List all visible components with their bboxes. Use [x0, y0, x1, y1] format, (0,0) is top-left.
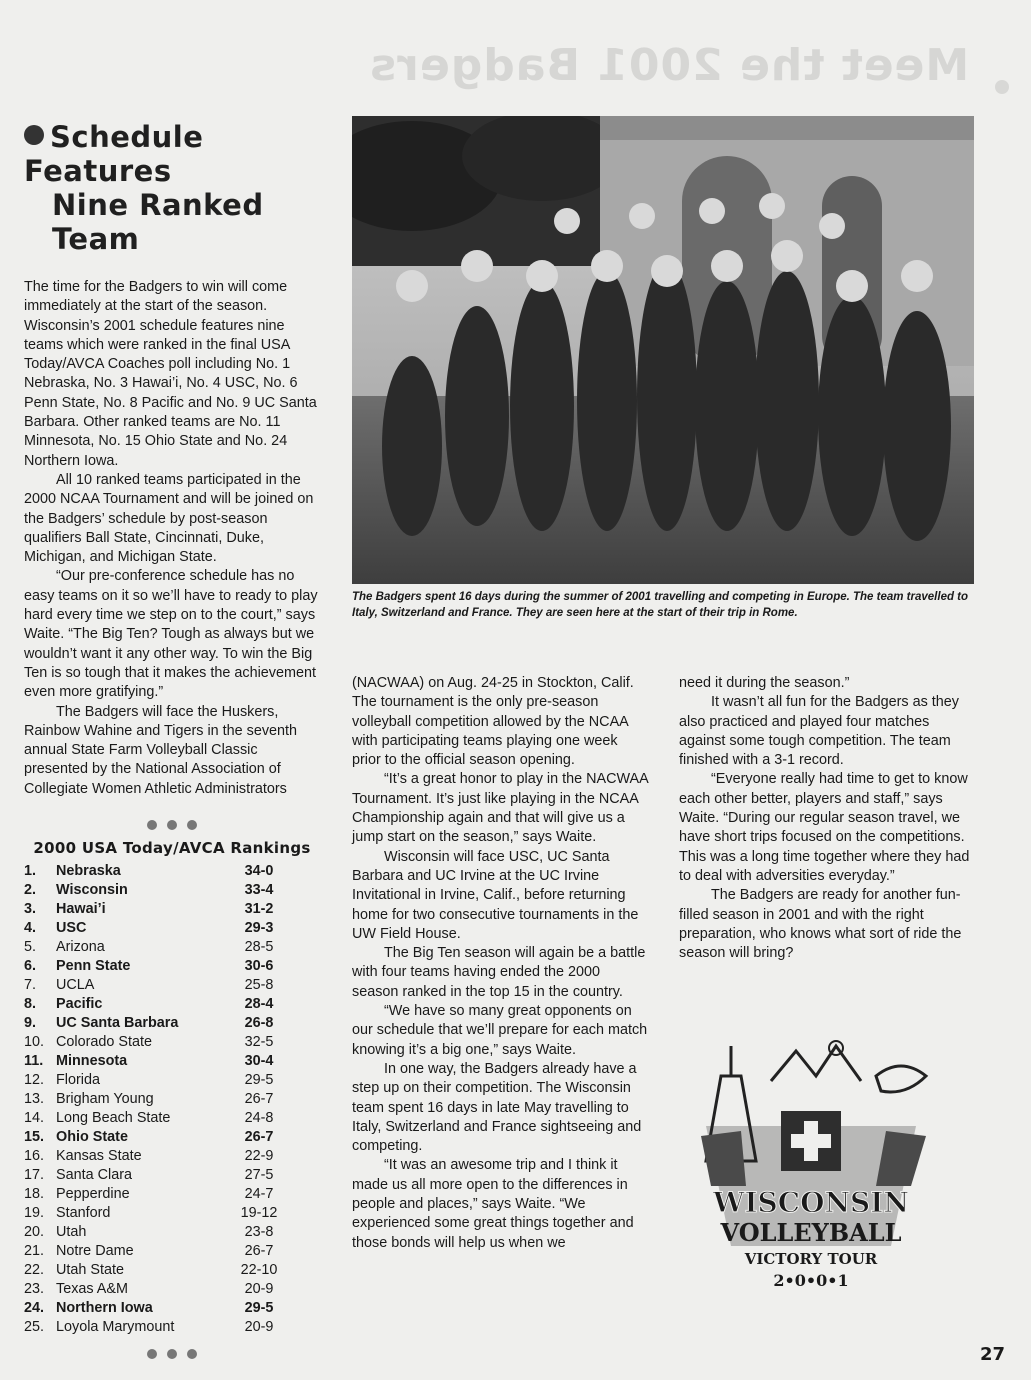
rank-record: 22-10 [240, 1261, 278, 1278]
table-row [24, 861, 294, 880]
rank-record: 20-9 [244, 1318, 274, 1335]
rank-team: Santa Clara [56, 1166, 132, 1183]
left-column [24, 120, 320, 1368]
rank-num: 11. [24, 1052, 44, 1069]
rank-num: 2. [24, 881, 37, 898]
table-row [24, 1165, 294, 1184]
rank-record: 20-9 [244, 1280, 274, 1297]
rank-record: 19-12 [240, 1204, 278, 1221]
table-row [24, 1146, 294, 1165]
table-row [24, 1222, 294, 1241]
paragraph: The Big Ten season will again be a battle with four teams having ended the 2000 season ranked in the top 15 in the country. [352, 945, 646, 1000]
paragraph: The time for the Badgers to win will come immediately at the start of the season. Wisconsin’s 2001 schedule features nine teams which were ranked in the final USA Today/AVCA Coaches poll including No. 1 Nebraska, No. 3 Hawai’i, No. 4 USC, No. 6 Penn State, No. 8 Pacific and No. 9 UC Santa Barbara. Other ranked teams are No. 11 Minnesota, No. 15 Ohio State and No. 24 Northern Iowa. [24, 279, 317, 469]
rank-team: Utah State [56, 1261, 124, 1278]
rank-team: UC Santa Barbara [56, 1014, 179, 1031]
rank-team: Florida [56, 1071, 100, 1088]
rank-num: 6. [24, 957, 37, 974]
paragraph: “It was an awesome trip and I think it made us all more open to the differences in people and places,” says Waite. “We experienced some great things together and those bonds will help us when we [352, 1157, 634, 1251]
rank-team: Arizona [56, 938, 105, 955]
rank-team: Ohio State [56, 1128, 128, 1145]
rank-num: 17. [24, 1166, 45, 1183]
table-row [24, 1260, 294, 1279]
paragraph: (NACWAA) on Aug. 24-25 in Stockton, Calif. The tournament is the only pre-season volleyball competition allowed by the NCAA with participating teams playing one week prior to the official season opening. [352, 675, 634, 769]
headline-line-2: Nine Ranked Team [52, 188, 264, 256]
logo-line-3: VICTORY TOUR [744, 1250, 878, 1268]
table-row [24, 1127, 294, 1146]
table-row [24, 937, 294, 956]
rank-team: Long Beach State [56, 1109, 171, 1126]
paragraph: “Everyone really had time to get to know each other better, players and staff,” says Waite. “During our regular season travel, we have short trips focused on the competitions. This was a long time together where they had to deal with adversities everyday.” [679, 771, 970, 884]
rank-num: 10. [24, 1033, 45, 1050]
team-photo-illustration [352, 116, 974, 584]
rank-record: 26-7 [244, 1090, 274, 1107]
rank-record: 29-5 [244, 1071, 274, 1088]
rank-num: 12. [24, 1071, 45, 1088]
rank-num: 23. [24, 1280, 45, 1297]
rank-record: 29-3 [244, 919, 274, 936]
rank-team: Penn State [56, 957, 131, 974]
paragraph: The Badgers are ready for another fun-filled season in 2001 and with the right preparation, who knows what sort of ride the season will bring? [679, 887, 962, 962]
rank-record: 25-8 [244, 976, 274, 993]
middle-column [352, 674, 650, 1253]
rank-num: 5. [24, 938, 37, 955]
rank-team: Notre Dame [56, 1242, 134, 1259]
table-row [24, 975, 294, 994]
rank-record: 30-6 [244, 957, 274, 974]
rank-num: 21. [24, 1242, 45, 1259]
photo-caption: The Badgers spent 16 days during the summer of 2001 travelling and competing in Europe. The team travelled to Italy, Switzerland and France. They are seen here at the start of their trip in Rome. [352, 591, 969, 619]
rank-num: 13. [24, 1090, 45, 1107]
rank-team: USC [56, 919, 87, 936]
rank-num: 8. [24, 995, 37, 1012]
rank-team: Pacific [56, 995, 103, 1012]
table-row [24, 1298, 294, 1317]
rank-record: 22-9 [244, 1147, 274, 1164]
rank-record: 26-7 [244, 1128, 274, 1145]
rank-num: 4. [24, 919, 37, 936]
table-row [24, 1032, 294, 1051]
rank-num: 16. [24, 1147, 45, 1164]
rank-record: 29-5 [244, 1299, 274, 1316]
logo-line-2: VOLLEYBALL [720, 1218, 902, 1247]
logo-line-4: 2•0•0•1 [773, 1271, 849, 1290]
rankings-title: 2000 USA Today/AVCA Rankings [33, 839, 311, 858]
rank-record: 23-8 [244, 1223, 274, 1240]
rank-num: 22. [24, 1261, 45, 1278]
rank-record: 26-7 [244, 1242, 274, 1259]
mountains-icon [771, 1046, 861, 1081]
rank-team: Hawai’i [56, 900, 106, 917]
rank-team: Colorado State [56, 1033, 152, 1050]
rank-record: 27-5 [244, 1166, 274, 1183]
table-row [24, 1108, 294, 1127]
headline [24, 120, 320, 256]
rank-num: 20. [24, 1223, 45, 1240]
paragraph: “We have so many great opponents on our schedule that we’ll prepare for each match knowing it’s a big one,” says Waite. [352, 1003, 648, 1058]
rank-team: Brigham Young [56, 1090, 154, 1107]
rank-num: 25. [24, 1318, 45, 1335]
rank-team: Pepperdine [56, 1185, 130, 1202]
rank-record: 30-4 [244, 1052, 274, 1069]
team-photo [352, 116, 974, 584]
separator-dots [24, 1346, 320, 1362]
table-row [24, 918, 294, 937]
rank-team: Wisconsin [56, 881, 128, 898]
bleedthrough-dot [995, 80, 1009, 94]
rank-team: UCLA [56, 976, 95, 993]
victory-tour-logo [686, 1036, 936, 1296]
rank-team: Nebraska [56, 862, 121, 879]
rank-record: 24-7 [244, 1185, 274, 1202]
rank-num: 3. [24, 900, 37, 917]
rank-team: Minnesota [56, 1052, 128, 1069]
rank-num: 7. [24, 976, 37, 993]
rank-team: Utah [56, 1223, 87, 1240]
table-row [24, 880, 294, 899]
rank-num: 1. [24, 862, 37, 879]
paragraph: Wisconsin will face USC, UC Santa Barbara and UC Irvine at the UC Irvine Invitational in Irvine, Calif., before returning home for two consecutive tournaments in the UW Field House. [352, 848, 639, 942]
table-row [24, 899, 294, 918]
rank-record: 32-5 [244, 1033, 274, 1050]
table-row [24, 994, 294, 1013]
paragraph: “Our pre-conference schedule has no easy teams on it so we’ll have to ready to play hard every time we step on to the court,” says Waite. “The Big Ten? Tough as always but we wouldn’t want it any other way. To win the Big Ten is so tough that it makes the achievement even more gratifying.” [24, 568, 318, 701]
gondola-icon [876, 1066, 926, 1092]
table-row [24, 1070, 294, 1089]
rank-team: Texas A&M [56, 1280, 128, 1297]
table-row [24, 1089, 294, 1108]
left-article-body [24, 278, 320, 799]
table-row [24, 1013, 294, 1032]
logo-line-1: WISCONSIN [713, 1186, 909, 1219]
rank-record: 31-2 [244, 900, 274, 917]
rank-team: Kansas State [56, 1147, 142, 1164]
right-column [679, 674, 975, 963]
paragraph: All 10 ranked teams participated in the 2000 NCAA Tournament and will be joined on the Badgers’ schedule by post-season qualifiers Ball State, Cincinnati, Duke, Michigan, and Michigan State. [24, 471, 314, 566]
rank-record: 34-0 [244, 862, 274, 879]
table-row [24, 1241, 294, 1260]
rank-record: 24-8 [244, 1109, 274, 1126]
table-row [24, 956, 294, 975]
mirrored-header-bleedthrough: Meet the 2001 Badgers [368, 40, 969, 91]
rank-num: 24. [24, 1299, 45, 1316]
rank-record: 33-4 [244, 881, 274, 898]
rank-team: Loyola Marymount [56, 1318, 175, 1335]
table-row [24, 1279, 294, 1298]
bullet-icon [24, 125, 44, 145]
rank-num: 15. [24, 1128, 45, 1145]
page-number: 27 [980, 1344, 1006, 1365]
victory-tour-emblem [686, 1036, 936, 1296]
table-row [24, 1317, 294, 1336]
table-row [24, 1184, 294, 1203]
separator-dots [24, 817, 320, 833]
rank-team: Northern Iowa [56, 1299, 153, 1316]
paragraph: The Badgers will face the Huskers, Rainbow Wahine and Tigers in the seventh annual State Farm Volleyball Classic presented by the National Association of Collegiate Women Athletic Administrators [24, 703, 298, 797]
headline-line-1: Schedule Features [24, 120, 204, 188]
rank-num: 9. [24, 1014, 37, 1031]
paragraph: need it during the season.” [679, 675, 850, 691]
rank-record: 28-4 [244, 995, 274, 1012]
paragraph: It wasn’t all fun for the Badgers as they also practiced and played four matches against some tough competition. The team finished with a 3-1 record. [679, 694, 959, 769]
rank-num: 18. [24, 1185, 45, 1202]
table-row [24, 1051, 294, 1070]
rankings-table [24, 861, 294, 1336]
table-row [24, 1203, 294, 1222]
paragraph: “It’s a great honor to play in the NACWAA Tournament. It’s just like playing in the NCAA Championship again and that will give us a jump start on the season,” says Waite. [352, 771, 648, 846]
rank-num: 19. [24, 1204, 45, 1221]
rank-record: 28-5 [244, 938, 274, 955]
rank-team: Stanford [56, 1204, 111, 1221]
rank-num: 14. [24, 1109, 45, 1126]
rank-record: 26-8 [244, 1014, 274, 1031]
paragraph: In one way, the Badgers already have a step up on their competition. The Wisconsin team spent 16 days in late May travelling to Italy, Switzerland and France sightseeing and competing. [352, 1060, 642, 1155]
